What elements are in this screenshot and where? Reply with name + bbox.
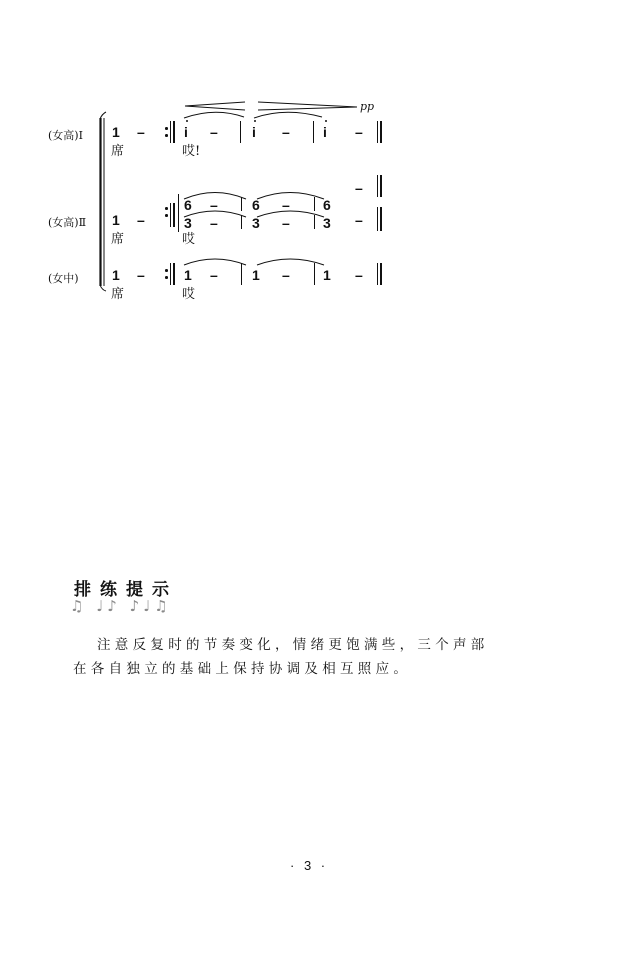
- tip-text-line-1: 注意反复时的节奏变化，情绪更饱满些，三个声部: [97, 637, 489, 653]
- part-label-alto: (女中): [48, 272, 79, 285]
- final-barline-thin: [377, 175, 378, 197]
- dash: –: [210, 124, 218, 140]
- crescendo-hairpin-icon: [185, 102, 245, 110]
- intro-note: 1: [112, 124, 120, 140]
- intro-dash: –: [137, 124, 145, 140]
- repeat-barline-thick: [173, 203, 175, 227]
- part-label-soprano-1: (女高)Ⅰ: [48, 129, 83, 142]
- system-bracket-icon: [100, 112, 106, 291]
- intro-note: 1: [112, 267, 120, 283]
- lyric: 哎!: [182, 144, 201, 159]
- note-lower: 3: [323, 215, 331, 231]
- decrescendo-hairpin-icon: [258, 102, 357, 110]
- barline-lower: [314, 215, 315, 229]
- dash-upper: –: [282, 197, 290, 213]
- repeat-barline-thick: [173, 121, 175, 143]
- final-barline-thick: [380, 263, 382, 285]
- high-octave-dot: [254, 120, 256, 122]
- lyric: 哎: [182, 287, 196, 302]
- note-upper: 6: [184, 197, 192, 213]
- repeat-dot: [165, 134, 168, 137]
- intro-dash: –: [137, 267, 145, 283]
- repeat-barline-thick: [173, 263, 175, 285]
- dash-upper: –: [355, 180, 363, 196]
- final-barline-thick: [380, 175, 382, 197]
- repeat-dot: [165, 269, 168, 272]
- dash: –: [282, 267, 290, 283]
- dash-lower: –: [355, 212, 363, 228]
- repeat-barline-thin: [170, 121, 171, 143]
- intro-note: 1: [112, 212, 120, 228]
- repeat-dot: [165, 214, 168, 217]
- slurs-part-1: [184, 112, 322, 118]
- page-number: · 3 ·: [290, 858, 329, 873]
- barline-lower: [241, 215, 242, 229]
- final-barline-thin: [377, 121, 378, 143]
- note-lower: 3: [184, 215, 192, 231]
- dash: –: [355, 267, 363, 283]
- barline: [240, 121, 241, 143]
- note-upper: 6: [252, 197, 260, 213]
- lyric-intro: 席: [111, 232, 125, 247]
- dash-upper: –: [210, 197, 218, 213]
- barline: [241, 263, 242, 285]
- final-barline-thin: [377, 263, 378, 285]
- repeat-dot: [165, 276, 168, 279]
- note: 1: [184, 267, 192, 283]
- note: i: [323, 124, 327, 140]
- divisi-bracket: [178, 194, 179, 232]
- lyric-intro: 席: [111, 287, 125, 302]
- lyric: 哎: [182, 232, 196, 247]
- note-upper: 6: [323, 197, 331, 213]
- high-octave-dot: [186, 120, 188, 122]
- slurs-part-3: [184, 259, 324, 265]
- dash-lower: –: [282, 215, 290, 231]
- tip-text-line-2: 在各自独立的基础上保持协调及相互照应。: [73, 661, 412, 677]
- final-barline-thick: [380, 207, 382, 231]
- barline: [313, 121, 314, 143]
- intro-dash: –: [137, 212, 145, 228]
- note-lower: 3: [252, 215, 260, 231]
- dash: –: [355, 124, 363, 140]
- part-label-soprano-2: (女高)Ⅱ: [48, 216, 87, 229]
- dash-lower: –: [210, 215, 218, 231]
- repeat-barline-thin: [170, 203, 171, 227]
- dash: –: [210, 267, 218, 283]
- note: i: [252, 124, 256, 140]
- barline: [314, 263, 315, 285]
- repeat-barline-thin: [170, 263, 171, 285]
- dash: –: [282, 124, 290, 140]
- note: 1: [323, 267, 331, 283]
- lyric-intro: 席: [111, 144, 125, 159]
- barline-upper: [314, 197, 315, 211]
- barline-upper: [241, 197, 242, 211]
- repeat-dot: [165, 127, 168, 130]
- music-notes-decoration-icon: ♫ ♩♪ ♪♩♫: [70, 597, 172, 615]
- dynamic-pianissimo: pp: [360, 100, 375, 113]
- repeat-dot: [165, 207, 168, 210]
- high-octave-dot: [325, 120, 327, 122]
- final-barline-thick: [380, 121, 382, 143]
- note: 1: [252, 267, 260, 283]
- section-title: 排练提示: [74, 580, 178, 600]
- final-barline-thin: [377, 207, 378, 231]
- note: i: [184, 124, 188, 140]
